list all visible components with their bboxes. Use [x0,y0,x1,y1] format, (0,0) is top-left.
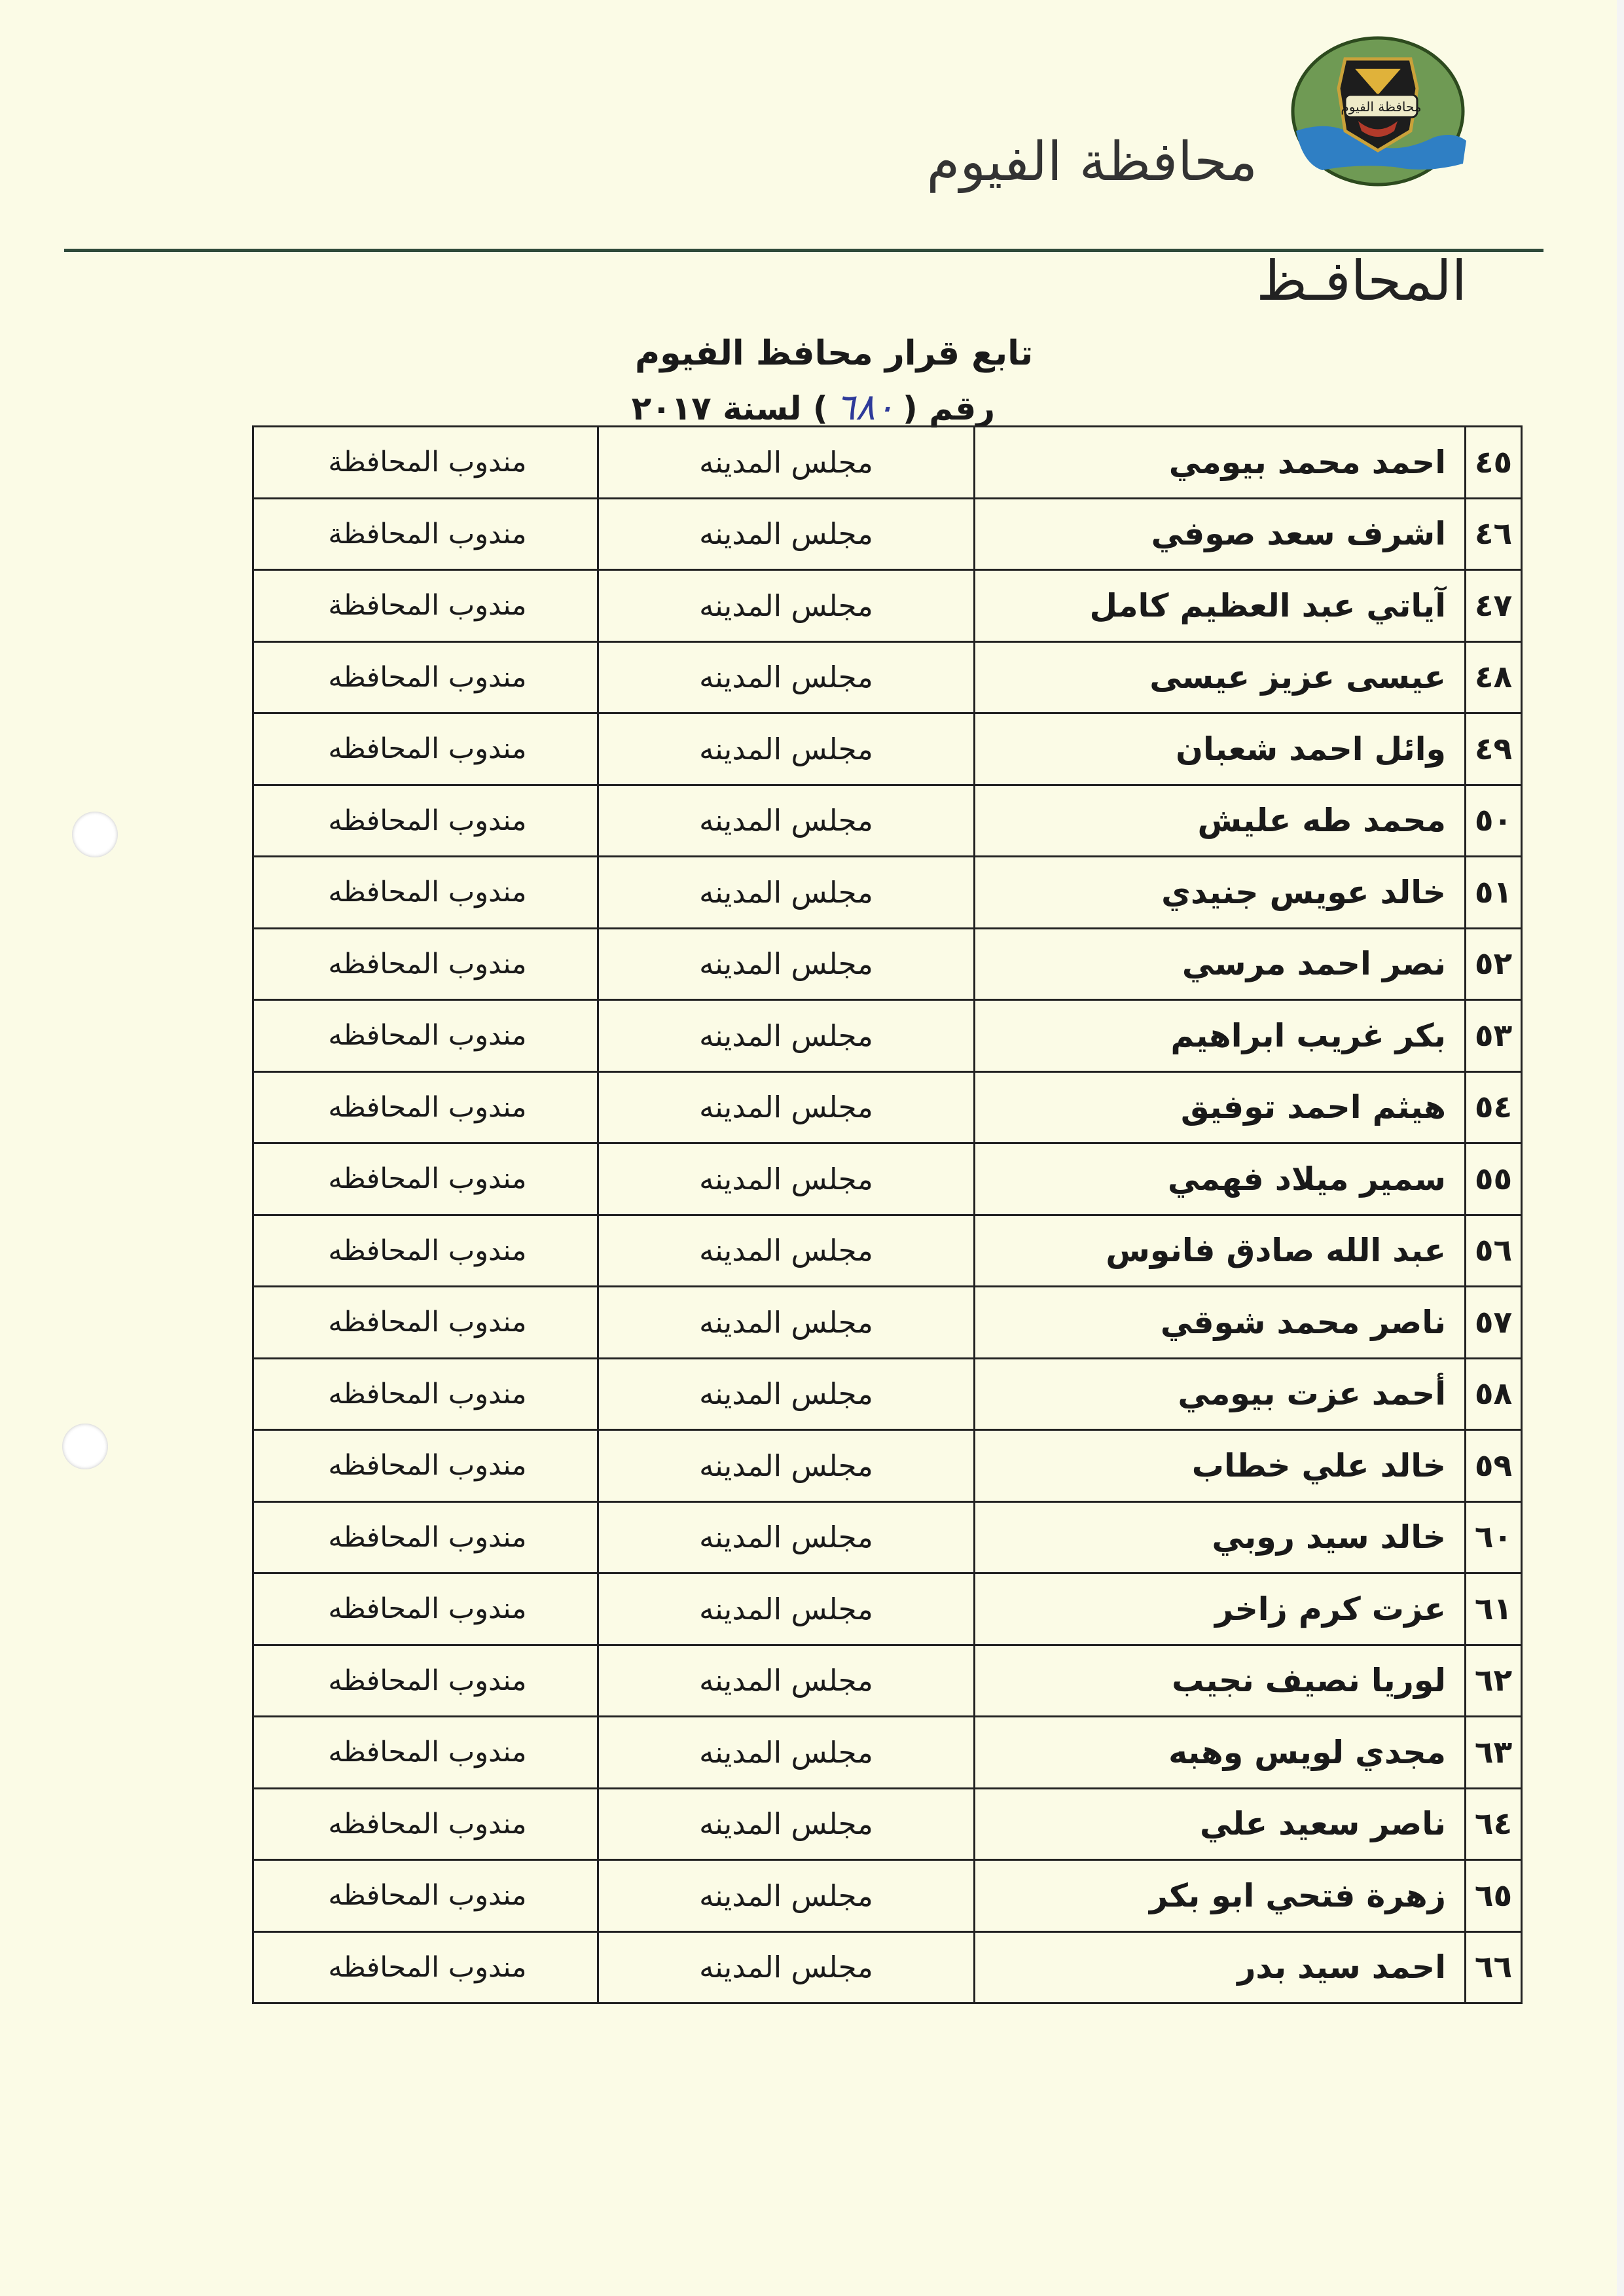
representative-role: مندوب المحافظه [328,660,527,694]
representative-role: مندوب المحافظه [328,1090,527,1124]
representative-role: مندوب المحافظه [328,1950,527,1984]
council-name: مجلس المدينه [597,1861,973,1931]
member-name: عزت كرم زاخر [973,1574,1464,1644]
representative-role: مندوب المحافظه [328,947,527,980]
member-name: خالد عويس جنيدي [973,857,1464,927]
representative-role: مندوب المحافظه [328,1377,527,1410]
row-number: ٦٣ [1464,1717,1521,1787]
row-number: ٥٣ [1464,1001,1521,1071]
council-name: مجلس المدينه [597,1359,973,1429]
member-name: عيسى عزيز عيسى [973,643,1464,713]
representative-role: مندوب المحافظه [328,1664,527,1697]
council-name: مجلس المدينه [597,1431,973,1501]
council-name: مجلس المدينه [597,1717,973,1787]
council-name: مجلس المدينه [597,714,973,784]
members-table [252,425,1523,2004]
table-row [254,929,1521,1001]
table-row [254,786,1521,858]
representative-role: مندوب المحافظة [328,446,527,479]
row-number: ٥٧ [1464,1287,1521,1357]
row-number: ٦٠ [1464,1503,1521,1573]
decree-number: ٦٨٠ [835,386,895,429]
table-row [254,1001,1521,1073]
representative-role: مندوب المحافظه [328,1807,527,1840]
row-number: ٤٥ [1464,427,1521,497]
row-number: ٥٨ [1464,1359,1521,1429]
council-name: مجلس المدينه [597,1287,973,1357]
scan-edge [1617,0,1624,2296]
row-number: ٤٨ [1464,643,1521,713]
table-row [254,1431,1521,1503]
member-name: نصر احمد مرسي [973,929,1464,999]
representative-role: مندوب المحافظة [328,517,527,550]
member-name: أحمد عزت بيومي [973,1359,1464,1429]
council-name: مجلس المدينه [597,1933,973,2003]
council-name: مجلس المدينه [597,571,973,641]
member-name: زهرة فتحي ابو بكر [973,1861,1464,1931]
table-row [254,571,1521,643]
member-name: ناصر سعيد علي [973,1789,1464,1859]
row-number: ٥٦ [1464,1216,1521,1286]
council-name: مجلس المدينه [597,929,973,999]
row-number: ٥٠ [1464,786,1521,856]
council-name: مجلس المدينه [597,1646,973,1716]
table-row [254,1073,1521,1145]
council-name: مجلس المدينه [597,427,973,497]
representative-role: مندوب المحافظه [328,732,527,766]
decree-number-prefix: رقم ( [903,389,995,427]
council-name: مجلس المدينه [597,1144,973,1214]
row-number: ٦٤ [1464,1789,1521,1859]
table-row [254,1216,1521,1288]
member-name: بكر غريب ابراهيم [973,1001,1464,1071]
row-number: ٥٩ [1464,1431,1521,1501]
council-name: مجلس المدينه [597,857,973,927]
svg-text:محافظة الفيوم: محافظة الفيوم [1341,99,1422,115]
member-name: سمير ميلاد فهمي [973,1144,1464,1214]
row-number: ٥١ [1464,857,1521,927]
row-number: ٦٦ [1464,1933,1521,2003]
representative-role: مندوب المحافظه [328,1879,527,1912]
member-name: ناصر محمد شوقي [973,1287,1464,1357]
member-name: خالد علي خطاب [973,1431,1464,1501]
punch-hole-upper [72,812,118,857]
table-row [254,643,1521,715]
table-row [254,1287,1521,1359]
member-name: اشرف سعد صوفي [973,499,1464,569]
organization-name: محافظة الفيوم [926,131,1257,193]
member-name: محمد طه عليش [973,786,1464,856]
row-number: ٦٢ [1464,1646,1521,1716]
representative-role: مندوب المحافظه [328,1162,527,1196]
representative-role: مندوب المحافظه [328,876,527,909]
table-row [254,1574,1521,1646]
row-number: ٥٥ [1464,1144,1521,1214]
table-row [254,427,1521,499]
representative-role: مندوب المحافظه [328,1592,527,1626]
table-row [254,1359,1521,1431]
council-name: مجلس المدينه [597,643,973,713]
representative-role: مندوب المحافظه [328,1234,527,1267]
member-name: احمد سيد بدر [973,1933,1464,2003]
row-number: ٥٢ [1464,929,1521,999]
decree-number-suffix: ) لسنة ٢٠١٧ [631,389,828,427]
row-number: ٥٤ [1464,1073,1521,1143]
governorate-emblem-logo [1283,33,1473,190]
row-number: ٦١ [1464,1574,1521,1644]
table-row [254,1503,1521,1575]
representative-role: مندوب المحافظه [328,1019,527,1052]
office-title: المحافـظ [1256,249,1467,313]
council-name: مجلس المدينه [597,1503,973,1573]
member-name: آياتي عبد العظيم كامل [973,571,1464,641]
council-name: مجلس المدينه [597,1073,973,1143]
table-row [254,1717,1521,1789]
table-row [254,857,1521,929]
row-number: ٦٥ [1464,1861,1521,1931]
table-row [254,1144,1521,1216]
table-row [254,714,1521,786]
council-name: مجلس المدينه [597,499,973,569]
representative-role: مندوب المحافظة [328,589,527,622]
decree-number-line [602,386,995,429]
council-name: مجلس المدينه [597,1574,973,1644]
table-row [254,499,1521,571]
punch-hole-lower [62,1424,108,1469]
council-name: مجلس المدينه [597,786,973,856]
table-row [254,1861,1521,1933]
representative-role: مندوب المحافظه [328,804,527,837]
representative-role: مندوب المحافظه [328,1520,527,1554]
member-name: هيثم احمد توفيق [973,1073,1464,1143]
member-name: احمد محمد بيومي [973,427,1464,497]
row-number: ٤٦ [1464,499,1521,569]
member-name: وائل احمد شعبان [973,714,1464,784]
member-name: خالد سيد روبي [973,1503,1464,1573]
row-number: ٤٩ [1464,714,1521,784]
decree-title: تابع قرار محافظ الفيوم [635,334,1034,373]
representative-role: مندوب المحافظه [328,1449,527,1482]
council-name: مجلس المدينه [597,1001,973,1071]
representative-role: مندوب المحافظه [328,1736,527,1769]
member-name: مجدي لويس وهبه [973,1717,1464,1787]
council-name: مجلس المدينه [597,1216,973,1286]
member-name: لوريا نصيف نجيب [973,1646,1464,1716]
row-number: ٤٧ [1464,571,1521,641]
table-row [254,1933,1521,2005]
representative-role: مندوب المحافظه [328,1306,527,1339]
council-name: مجلس المدينه [597,1789,973,1859]
member-name: عبد الله صادق فانوس [973,1216,1464,1286]
table-row [254,1646,1521,1718]
table-row [254,1789,1521,1861]
